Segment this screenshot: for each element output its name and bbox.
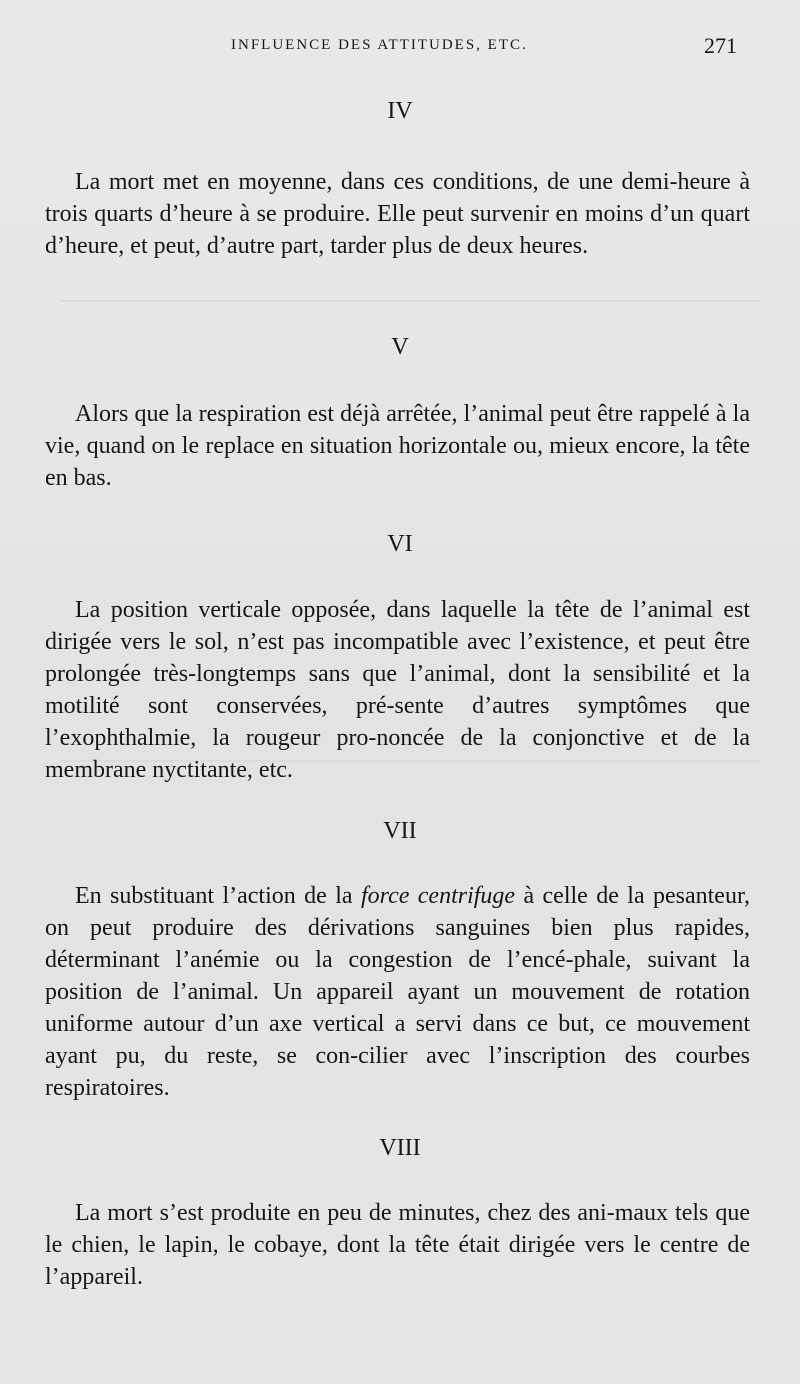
section-number: IV [387,98,413,124]
running-head: INFLUENCE DES ATTITUDES, ETC. [231,37,528,53]
paragraph-text: En substituant l’action de la [75,883,361,909]
section-paragraph [45,880,750,1104]
paragraph-text: à celle de la pesanteur, on peut produire des dérivations sanguines bien plus rapides, déterminant l’anémie ou la congestion de l’encé-phale, suivant la position de l’animal. Un appareil ayant un mouvement de rotation uniforme autour d’un axe vertical a servi dans ce but, ce mouvement ayant pu, du reste, se con-cilier avec l’inscription des courbes respiratoires. [45,883,750,1101]
page-header [0,33,800,63]
page-number: 271 [704,33,737,58]
section-number: V [391,334,409,360]
section-paragraph: La mort met en moyenne, dans ces conditions, de une demi-heure à trois quarts d’heure à se produire. Elle peut survenir en moins d’un quart d’heure, et peut, d’autre part, tarder plus de deux heures. [45,169,750,259]
section-paragraph: La mort s’est produite en peu de minutes, chez des ani-maux tels que le chien, le lapin, le cobaye, dont la tête était dirigée vers le centre de l’appareil. [45,1200,750,1290]
section-paragraph: Alors que la respiration est déjà arrêtée, l’animal peut être rappelé à la vie, quand on le replace en situation horizontale ou, mieux encore, la tête en bas. [45,401,750,491]
section-number: VIII [379,1135,421,1161]
section-paragraph: La position verticale opposée, dans laquelle la tête de l’animal est dirigée vers le sol, n’est pas incompatible avec l’existence, et peut être prolongée très-longtemps sans que l’animal, dont la sensibilité et la motilité sont conservées, pré-sente d’autres symptômes que l’exophthalmie, la rougeur pro-noncée de la conjonctive et de la membrane nyctitante, etc. [45,597,750,783]
italic-term: force centrifuge [360,883,516,909]
bleed-through-texture [60,300,760,322]
section-number: VI [387,531,413,557]
section-number: VII [383,818,417,844]
